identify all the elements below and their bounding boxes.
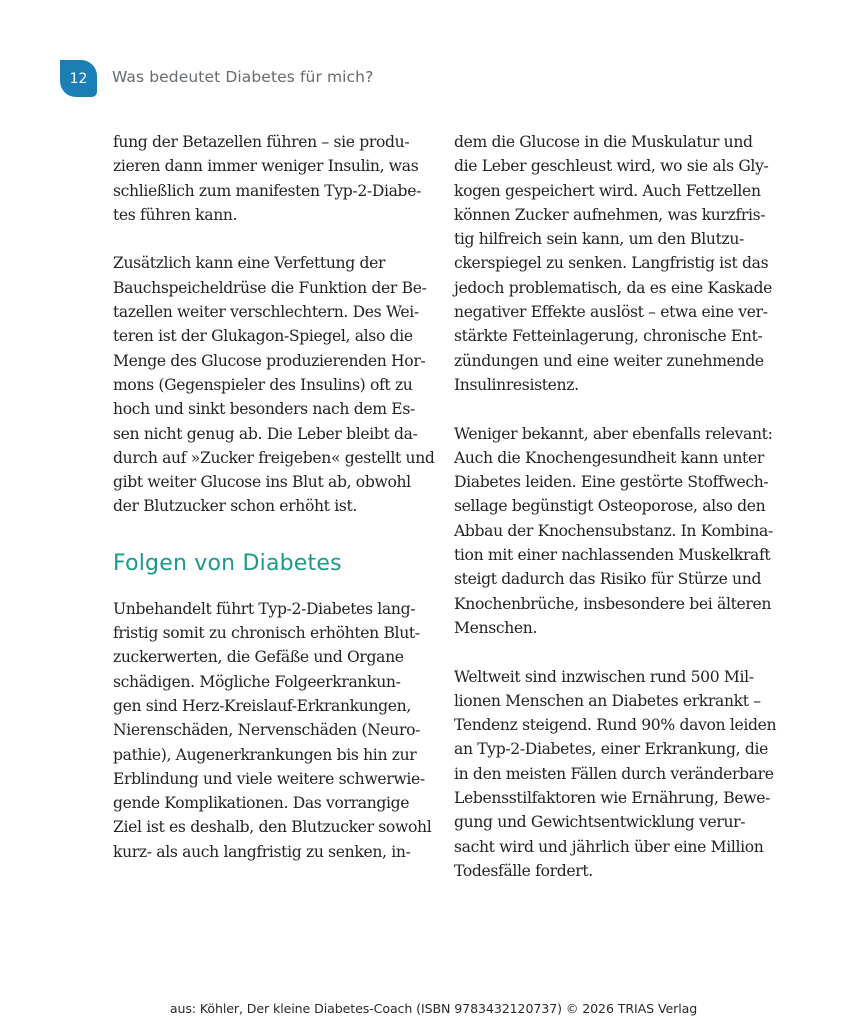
text-line: Lebensstilfaktoren wie Ernährung, Bewe- [454, 789, 770, 808]
paragraph [454, 422, 774, 641]
text-line: gung und Gewichtsentwicklung verur- [454, 813, 746, 832]
text-line: tig hilfreich sein kann, um den Blutzu- [454, 230, 744, 249]
text-line: kurz- als auch langfristig zu senken, in- [113, 842, 411, 861]
text-line: dem die Glucose in die Muskulatur und [454, 133, 753, 151]
paragraph-gap [113, 227, 423, 251]
page-number: 12 [69, 70, 88, 87]
text-line: schädigen. Mögliche Folgeerkrankun- [113, 672, 401, 691]
source-footer: aus: Köhler, Der kleine Diabetes-Coach (ISBN 9783432120737) © 2026 TRIAS Verlag [169, 1001, 698, 1016]
running-head: Was bedeutet Diabetes für mich? [112, 68, 374, 86]
text-line: hoch und sinkt besonders nach dem Es- [113, 400, 415, 419]
text-line: können Zucker aufnehmen, was kurzfris- [454, 205, 766, 224]
text-line: sellage begünstigt Osteoporose, also den [454, 497, 766, 516]
paragraph [113, 597, 432, 864]
text-line: ckerspiegel zu senken. Langfristig ist das [454, 254, 769, 273]
page-number-badge [60, 60, 97, 97]
text-line: zündungen und eine weiter zunehmende [454, 351, 764, 370]
text-line: teren ist der Glukagon-Spiegel, also die [113, 327, 413, 346]
text-line: Tendenz steigend. Rund 90% davon leiden [454, 716, 777, 735]
text-line: sacht wird und jährlich über eine Million [454, 837, 764, 856]
text-line: pathie), Augenerkrankungen bis hin zur [113, 745, 417, 764]
text-line: stärkte Fetteinlagerung, chronische Ent- [454, 327, 763, 346]
text-line: Knochenbrüche, insbesondere bei älteren [454, 594, 772, 613]
text-line: Nierenschäden, Nervenschäden (Neuro- [113, 721, 421, 740]
text-line: fristig somit zu chronisch erhöhten Blut- [113, 624, 420, 643]
text-line: tes führen kann. [113, 205, 238, 224]
text-line: Unbehandelt führt Typ-2-Diabetes lang- [113, 599, 416, 618]
right-column [454, 130, 777, 883]
text-line: Menschen. [454, 618, 538, 637]
text-line: Auch die Knochengesundheit kann unter [454, 448, 764, 467]
text-line: Diabetes leiden. Eine gestörte Stoffwech- [454, 473, 769, 492]
text-line: Weniger bekannt, aber ebenfalls relevant: [454, 424, 773, 443]
text-line: in den meisten Fällen durch veränderbare [454, 764, 774, 783]
text-line: Menge des Glucose produzierenden Hor- [113, 351, 426, 370]
text-line: schließlich zum manifesten Typ-2-Diabe- [113, 181, 421, 200]
text-line: negativer Effekte auslöst – etwa eine ver- [454, 303, 768, 322]
text-line: gende Komplikationen. Das vorrangige [113, 794, 410, 813]
text-line: sen nicht genug ab. Die Leber bleibt da- [113, 424, 418, 443]
left-column [113, 130, 435, 864]
text-line: gibt weiter Glucose ins Blut ab, obwohl [113, 473, 411, 492]
text-line: Ziel ist es deshalb, den Blutzucker sowohl [113, 818, 432, 837]
text-line: kogen gespeichert wird. Auch Fettzellen [454, 181, 761, 200]
text-line: Insulinresistenz. [454, 375, 579, 394]
text-line: Zusätzlich kann eine Verfettung der [113, 254, 386, 273]
text-line: tion mit einer nachlassenden Muskelkraft [454, 546, 771, 565]
paragraph [454, 665, 777, 884]
paragraph-gap [454, 397, 774, 421]
text-line: zieren dann immer weniger Insulin, was [113, 157, 419, 176]
text-line: mons (Gegenspieler des Insulins) oft zu [113, 375, 413, 394]
paragraph [454, 130, 774, 397]
text-line: Weltweit sind inzwischen rund 500 Mil- [454, 667, 754, 686]
text-line: zuckerwerten, die Gefäße und Organe [113, 648, 404, 667]
paragraph-gap [454, 640, 774, 664]
text-line: die Leber geschleust wird, wo sie als Gly- [454, 157, 769, 176]
text-line: Erblindung und viele weitere schwerwie- [113, 769, 425, 788]
text-line: jedoch problematisch, da es eine Kaskade [454, 278, 772, 297]
text-line: Todesfälle fordert. [454, 861, 593, 880]
text-line: der Blutzucker schon erhöht ist. [113, 497, 358, 516]
text-line: Bauchspeicheldrüse die Funktion der Be- [113, 278, 427, 297]
text-line: lionen Menschen an Diabetes erkrankt – [454, 691, 761, 710]
text-line: durch auf »Zucker freigeben« gestellt und [113, 448, 435, 467]
text-line: steigt dadurch das Risiko für Stürze und [454, 570, 762, 589]
text-line: fung der Betazellen führen – sie produ- [113, 133, 410, 151]
paragraph [113, 251, 435, 518]
section-heading: Folgen von Diabetes [113, 550, 342, 576]
paragraph [113, 130, 423, 227]
text-line: tazellen weiter verschlechtern. Des Wei- [113, 303, 419, 322]
text-line: gen sind Herz-Kreislauf-Erkrankungen, [113, 696, 411, 715]
text-line: an Typ-2-Diabetes, einer Erkrankung, die [454, 740, 768, 759]
text-line: Abbau der Knochensubstanz. In Kombina- [454, 521, 773, 540]
